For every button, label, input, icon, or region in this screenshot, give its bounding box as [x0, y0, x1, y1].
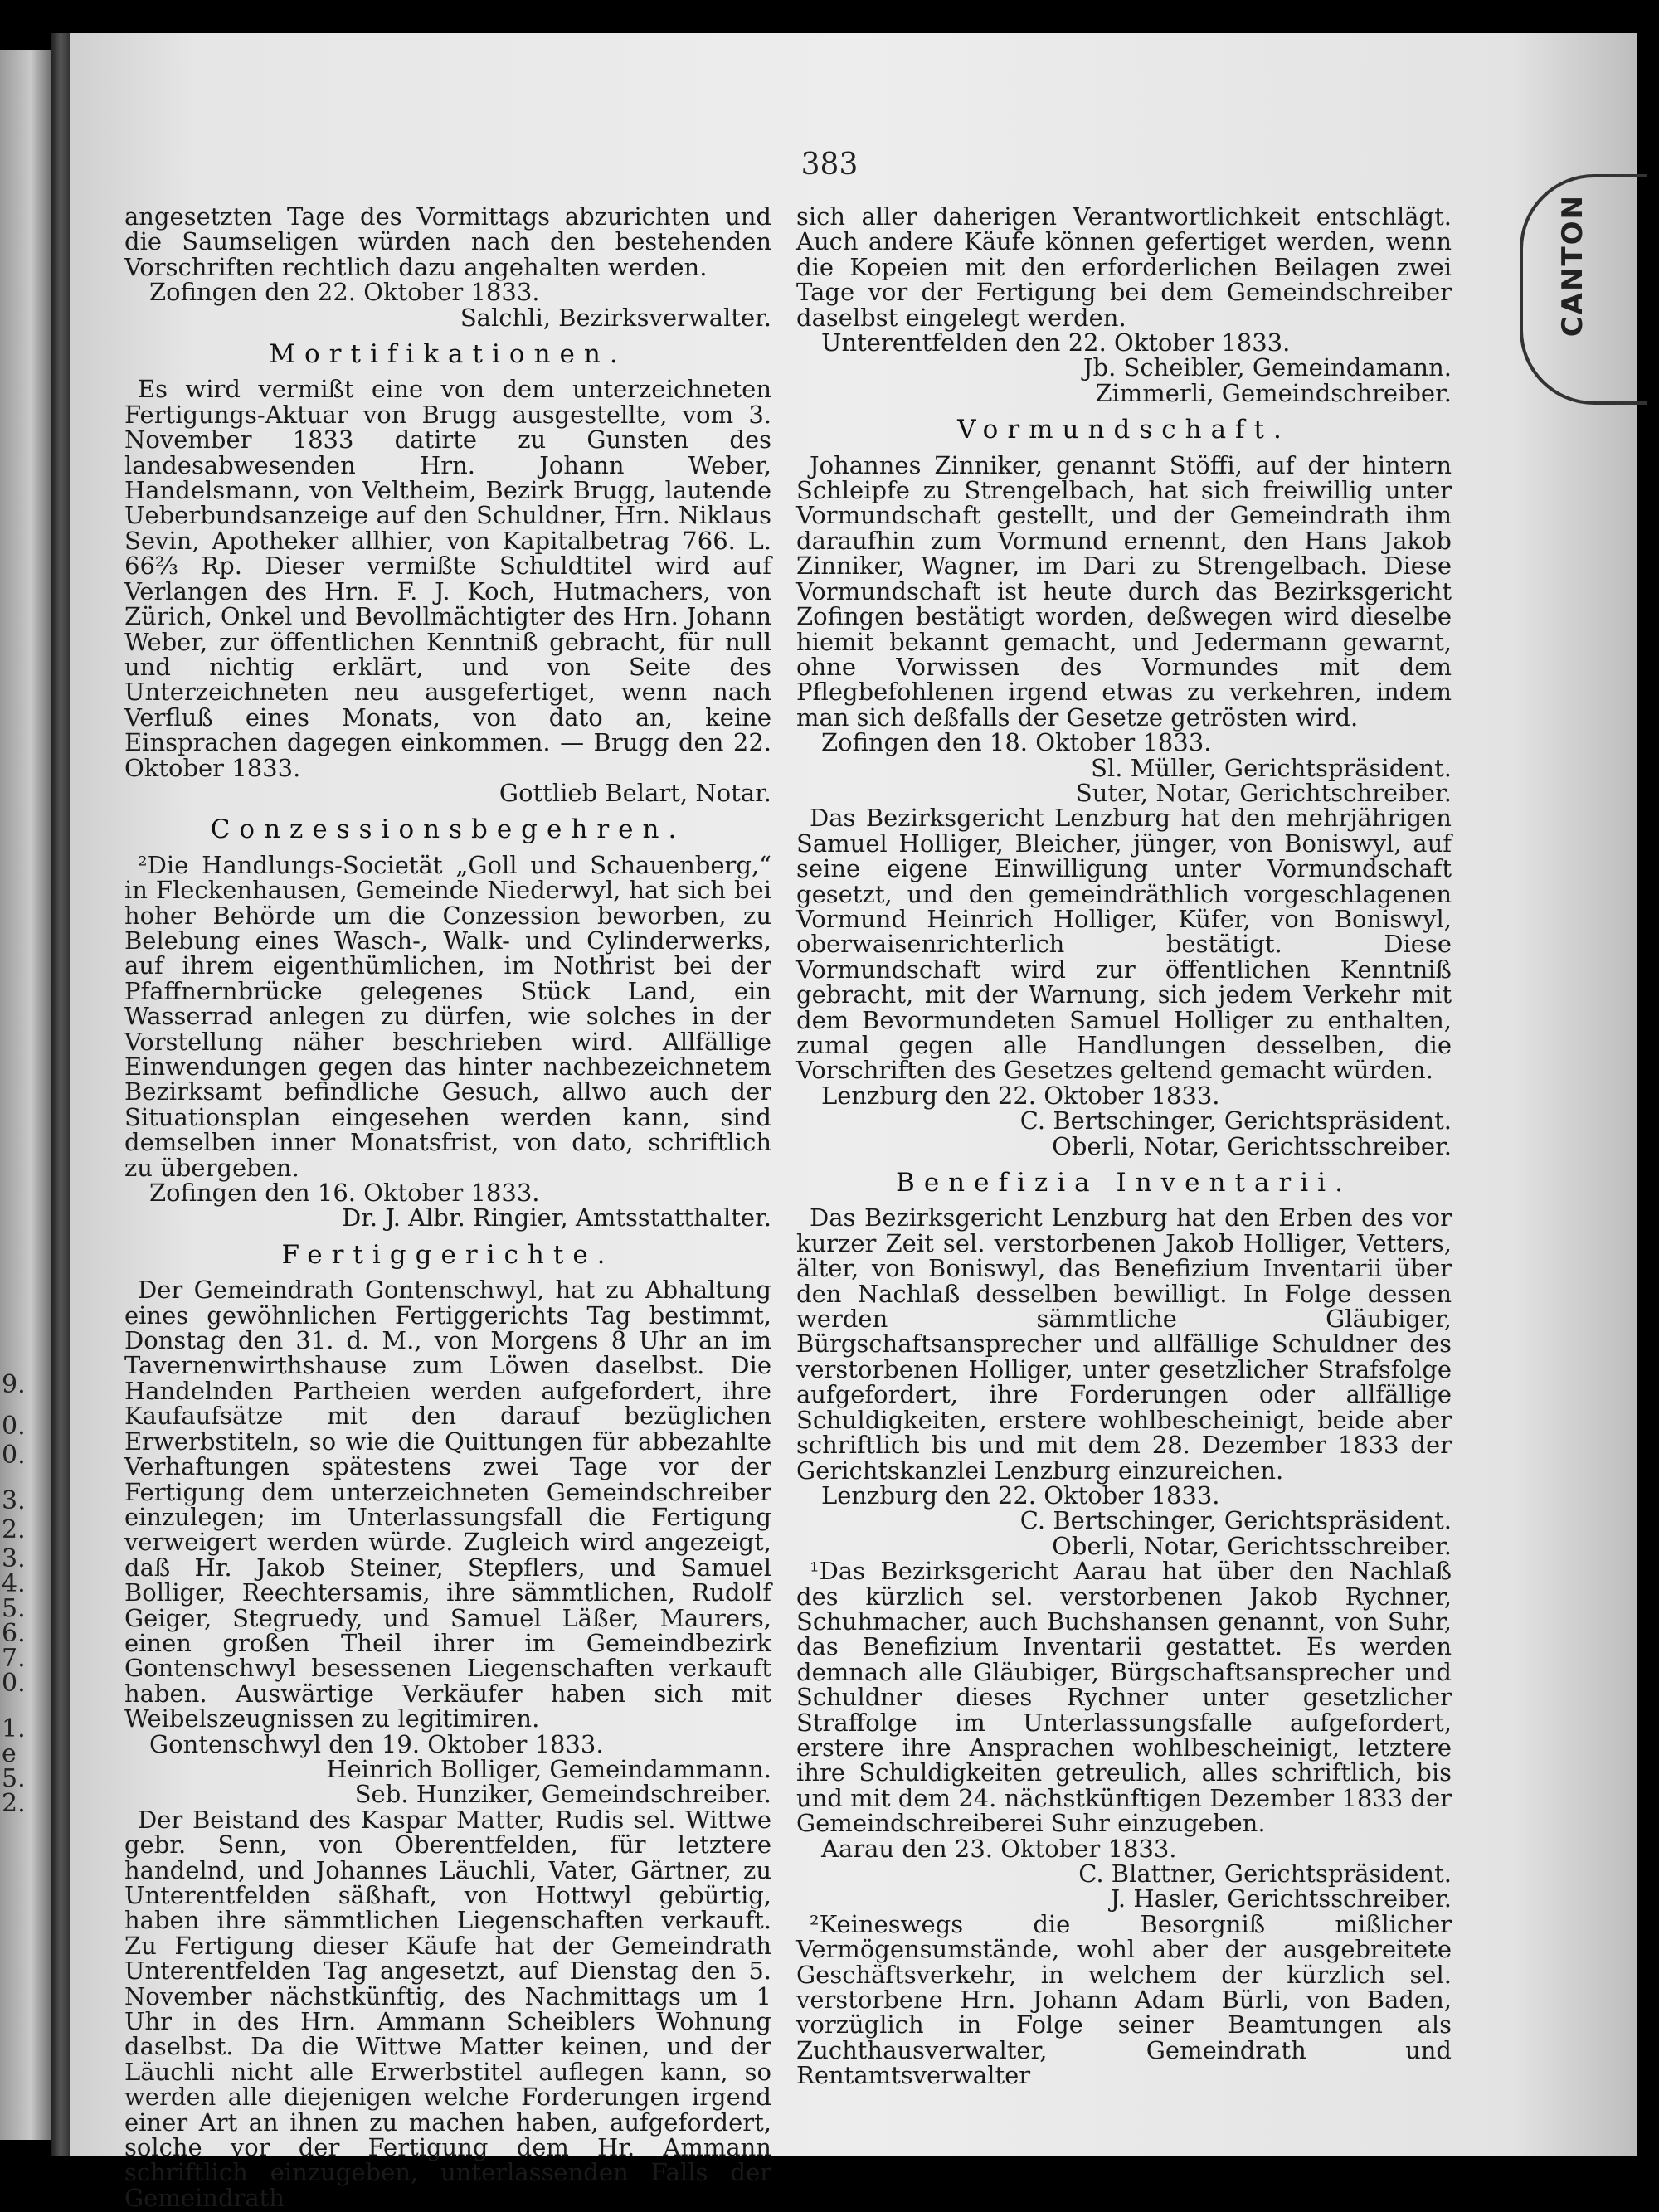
fertiggerichte-signature-1a: Heinrich Bolliger, Gemeindammann. — [326, 1754, 771, 1783]
fertiggerichte-date-1: Gontenschwyl den 19. Oktober 1833. — [149, 1729, 604, 1758]
previous-page-fragment: 2. — [2, 1789, 26, 1818]
continuation-date: Unterentfelden den 22. Oktober 1833. — [821, 328, 1291, 357]
previous-page-fragment: 0. — [2, 1669, 26, 1698]
intro-text: angesetzten Tage des Vormittags abzurichten und die Saumseligen würden nach den bestehenden Vorschriften rechtlich dazu angehalten werden. — [124, 202, 771, 281]
benefizia-date-1: Lenzburg den 22. Oktober 1833. — [821, 1480, 1220, 1510]
previous-page-fragment: 5. — [2, 1764, 26, 1793]
left-column — [124, 204, 771, 2210]
vormundschaft-date-2: Lenzburg den 22. Oktober 1833. — [821, 1081, 1220, 1110]
mortifikationen-signature: Gottlieb Belart, Notar. — [499, 778, 771, 807]
previous-page-fragment: 3. — [2, 1486, 26, 1515]
previous-page-edge — [0, 50, 51, 2140]
continuation-text: sich aller daherigen Verantwortlichkeit entschlägt. Auch andere Käufe können gefertiget werden, wenn die Kopeien mit den erforderlichen Beilagen zwei Tage vor der Fertigung bei dem Gemeindschreiber daselbst eingelegt werden. — [796, 202, 1452, 332]
heading-vormundschaft: Vormundschaft. — [957, 415, 1291, 445]
continuation-signature-b: Zimmerli, Gemeindschreiber. — [1095, 378, 1452, 407]
heading-konzessionsbegehren: Conzessionsbegehren. — [210, 814, 686, 845]
previous-page-fragment: 0. — [2, 1441, 26, 1470]
previous-page-fragment: 2. — [2, 1515, 26, 1544]
book-gutter — [51, 33, 70, 2156]
vormundschaft-signature-2b: Oberli, Notar, Gerichtsschreiber. — [1052, 1131, 1452, 1160]
previous-page-fragment: 7. — [2, 1644, 26, 1673]
previous-page-fragment: 0. — [2, 1412, 26, 1441]
vormundschaft-text-1: Johannes Zinniker, genannt Stöffi, auf der hintern Schleipfe zu Strengelbach, hat sich freiwillig unter Vormundschaft gestellt, und der Gemeindrath ihm daraufhin zum Vormund ernennt, den Hans Jakob Zinniker, Wagner, im Dari zu Strengelbach. Diese Vormundschaft ist heute durch das Bezirksgericht Zofingen bestätigt worden, deßwegen wird dieselbe hiemit bekannt gemacht, und Jedermann gewarnt, ohne Vorwissen des Vormundes mit dem Pflegbefohlenen irgend etwas zu verkehren, indem man sich deßfalls der Gesetze getrösten wird. — [796, 450, 1452, 732]
heading-fertiggerichte: Fertiggerichte. — [281, 1239, 615, 1270]
benefizia-signature-1b: Oberli, Notar, Gerichtsschreiber. — [1052, 1531, 1452, 1560]
intro-date: Zofingen den 22. Oktober 1833. — [149, 278, 540, 307]
mortifikationen-text: Es wird vermißt eine von dem unterzeichneten Fertigungs-Aktuar von Brugg ausgestellte, vom 3. November 1833 datirte zu Gunsten des landesabwesenden Hrn. Johann Weber, Handelsmann, von Veltheim, Bezirk Brugg, lautende Ueberbundsanzeige auf den Schuldner, Hrn. Niklaus Sevin, Apotheker allhier, von Kapitalbetrag 766. L. 66⅔ Rp. Dieser vermißte Schuldtitel wird auf Verlangen des Hrn. F. J. Koch, Hutmachers, von Zürich, Onkel und Bevollmächtigter des Hrn. Johann Weber, zur öffentlichen Kenntniß gebracht, für null und nichtig erklärt, und von Seite des Unterzeichneten neu ausgefertiget, wenn nach Verfluß eines Monats, von dato an, keine Einsprachen dagegen einkommen. — Brugg den 22. Oktober 1833. — [124, 375, 771, 782]
vormundschaft-signature-2a: C. Bertschinger, Gerichtspräsident. — [1019, 1106, 1452, 1135]
previous-page-fragment: 5. — [2, 1594, 26, 1623]
benefizia-text-2: ¹Das Bezirksgericht Aarau hat über den Nachlaß des kürzlich sel. verstorbenen Jakob Rychner, Schuhmacher, auch Buchshansen genannt, von Suhr, das Benefizium Inventarii gestattet. Es werden demnach alle Gläubiger, Bürgschaftsansprecher und Schuldner dieses Rychner unter gesetzlicher Straffolge im Unterlassungsfalle aufgefordert, erstere ihre Ansprachen wohlbescheinigt, letztere ihre Schuldigkeiten getreulich, alles schriftlich, bis und mit dem 24. nächstkünftigen Dezember 1833 der Gemeindschreiberei Suhr einzugeben. — [796, 1557, 1452, 1838]
page-number: 383 — [800, 148, 859, 182]
previous-page-fragment: 3. — [2, 1544, 26, 1573]
previous-page-fragment: 9. — [2, 1370, 26, 1399]
benefizia-signature-1a: C. Bertschinger, Gerichtspräsident. — [1019, 1506, 1452, 1535]
benefizia-signature-2a: C. Blattner, Gerichtspräsident. — [1078, 1860, 1452, 1888]
right-column — [796, 204, 1452, 2088]
vormundschaft-text-2: Das Bezirksgericht Lenzburg hat den mehrjährigen Samuel Holliger, Bleicher, jünger, von Boniswyl, auf seine eigene Einwilligung unter Vormundschaft gesetzt, und den gemeindräthlich vorgeschlagenen Vormund Heinrich Holliger, Küfer, von Boniswyl, oberwaisenrichterlich bestätigt. Diese Vormundschaft wird zur öffentlichen Kenntniß gebracht, mit der Warnung, sich jedem Verkehr mit dem Bevormundeten Samuel Holliger zu enthalten, zumal gegen alle Handlungen desselben, die Vorschriften des Gesetzes geltend gemacht würden. — [796, 804, 1452, 1085]
heading-mortifikationen: Mortifikationen. — [269, 339, 627, 370]
benefizia-date-2: Aarau den 23. Oktober 1833. — [821, 1834, 1177, 1863]
previous-page-fragment: 6. — [2, 1619, 26, 1648]
benefizia-signature-2b: J. Hasler, Gerichtsschreiber. — [1110, 1884, 1452, 1913]
vormundschaft-signature-1b: Suter, Notar, Gerichtschreiber. — [1075, 778, 1452, 807]
benefizia-text-1: Das Bezirksgericht Lenzburg hat den Erben des vor kurzer Zeit sel. verstorbenen Jakob Holliger, Vetters, älter, von Boniswyl, das Benefizium Inventarii über den Nachlaß desselben bewilligt. In Folge dessen werden sämmtliche Gläubiger, Bürgschaftsansprecher und allfällige Schuldner des verstorbenen Holliger, unter gesetzlicher Strafsfolge aufgefordert, ihre Forderungen oder allfällige Schuldigkeiten, erstere wohlbescheinigt, beide aber schriftlich bis und mit dem 28. Dezember 1833 der Gerichtskanzlei Lenzburg einzureichen. — [796, 1203, 1452, 1485]
fertiggerichte-text-2: Der Beistand des Kaspar Matter, Rudis sel. Wittwe gebr. Senn, von Oberentfelden, für letztere handelnd, und Johannes Läuchli, Vater, Gärtner, zu Unterentfelden säßhaft, von Hottwyl gebürtig, haben ihre sämmtlichen Liegenschaften verkauft. Zu Fertigung dieser Käufe hat der Gemeindrath Unterentfelden Tag angesetzt, auf Dienstag den 5. November nächstkünftig, des Nachmittags um 1 Uhr in des Hrn. Ammann Scheiblers Wohnung daselbst. Da die Wittwe Matter keinen, und der Läuchli nicht alle Erwerbstitel auflegen kann, so werden alle diejenigen welche Forderungen irgend einer Art an ihnen zu machen haben, aufgefordert, solche vor der Fertigung dem Hr. Ammann schriftlich einzugeben, unterlassenden Falls der Gemeindrath — [124, 1805, 771, 2212]
intro-signature: Salchli, Bezirksverwalter. — [460, 303, 771, 332]
konzession-signature: Dr. J. Albr. Ringier, Amtsstatthalter. — [341, 1203, 771, 1232]
vormundschaft-date-1: Zofingen den 18. Oktober 1833. — [821, 728, 1212, 757]
fertiggerichte-signature-1b: Seb. Hunziker, Gemeindschreiber. — [354, 1780, 771, 1809]
library-stamp — [1520, 174, 1647, 405]
heading-benefizia-inventarii: Benefizia Inventarii. — [896, 1168, 1352, 1198]
vormundschaft-signature-1a: Sl. Müller, Gerichtspräsident. — [1091, 753, 1452, 782]
previous-page-fragment: 1. — [2, 1714, 26, 1743]
konzession-text: ²Die Handlungs-Societät „Goll und Schauenberg,“ in Fleckenhausen, Gemeinde Niederwyl, hat sich bei hoher Behörde um die Conzession beworben, zu Belebung eines Wasch-, Walk- und Cylinderwerks, auf ihrem eigenthümlichen, im Nothrist bei der Pfaffnernbrücke gelegenes Stück Land, ein Wasserrad anlegen zu dürfen, wie solches in der Vorstellung näher beschrieben wird. Allfällige Einwendungen gegen das hinter nachbezeichnetem Bezirksamt befindliche Gesuch, allwo auch der Situationsplan eingesehen werden kann, sind demselben inner Monatsfrist, von dato, schriftlich zu übergeben. — [124, 850, 771, 1182]
continuation-signature-a: Jb. Scheibler, Gemeindamann. — [1082, 353, 1452, 382]
konzession-date: Zofingen den 16. Oktober 1833. — [149, 1179, 540, 1208]
stamp-text: CANTON — [1556, 194, 1589, 338]
fertiggerichte-text-1: Der Gemeindrath Gontenschwyl, hat zu Abhaltung eines gewöhnlichen Fertiggerichts Tag bestimmt, Donstag den 31. d. M., von Morgens 8 Uhr an im Tavernenwirthshause zum Löwen daselbst. Die Handelnden Partheien werden aufgefordert, ihre Kaufaufsätze mit den darauf bezüglichen Erwerbstiteln, so wie die Quittungen für abbezahlte Verhaftungen spätestens zwei Tage vor der Fertigung dem unterzeichneten Gemeindschreiber einzulegen; im Unterlassungsfall die Fertigung verweigert werden würde. Zugleich wird angezeigt, daß Hr. Jakob Steiner, Stepflers, und Samuel Bolliger, Reechtersamis, ihre sämmtlichen, Rudolf Geiger, Stegruedy, und Samuel Läßer, Maurers, einen großen Theil ihrer im Gemeindbezirk Gontenschwyl besessenen Liegenschaften verkauft haben. Auswärtige Verkäufer haben sich mit Weibelszeugnissen zu legitimiren. — [124, 1276, 771, 1733]
previous-page-fragment: e — [2, 1739, 17, 1768]
previous-page-fragment: 4. — [2, 1569, 26, 1598]
benefizia-text-3: ²Keineswegs die Besorgniß mißlicher Vermögensumstände, wohl aber der ausgebreitete Geschäftsverkehr, in welchem der kürzlich sel. verstorbene Hrn. Johann Adam Bürli, von Baden, vorzüglich in Folge seiner Beamtungen als Zuchthausverwalter, Gemeindrath und Rentamtsverwalter — [796, 1909, 1452, 2090]
